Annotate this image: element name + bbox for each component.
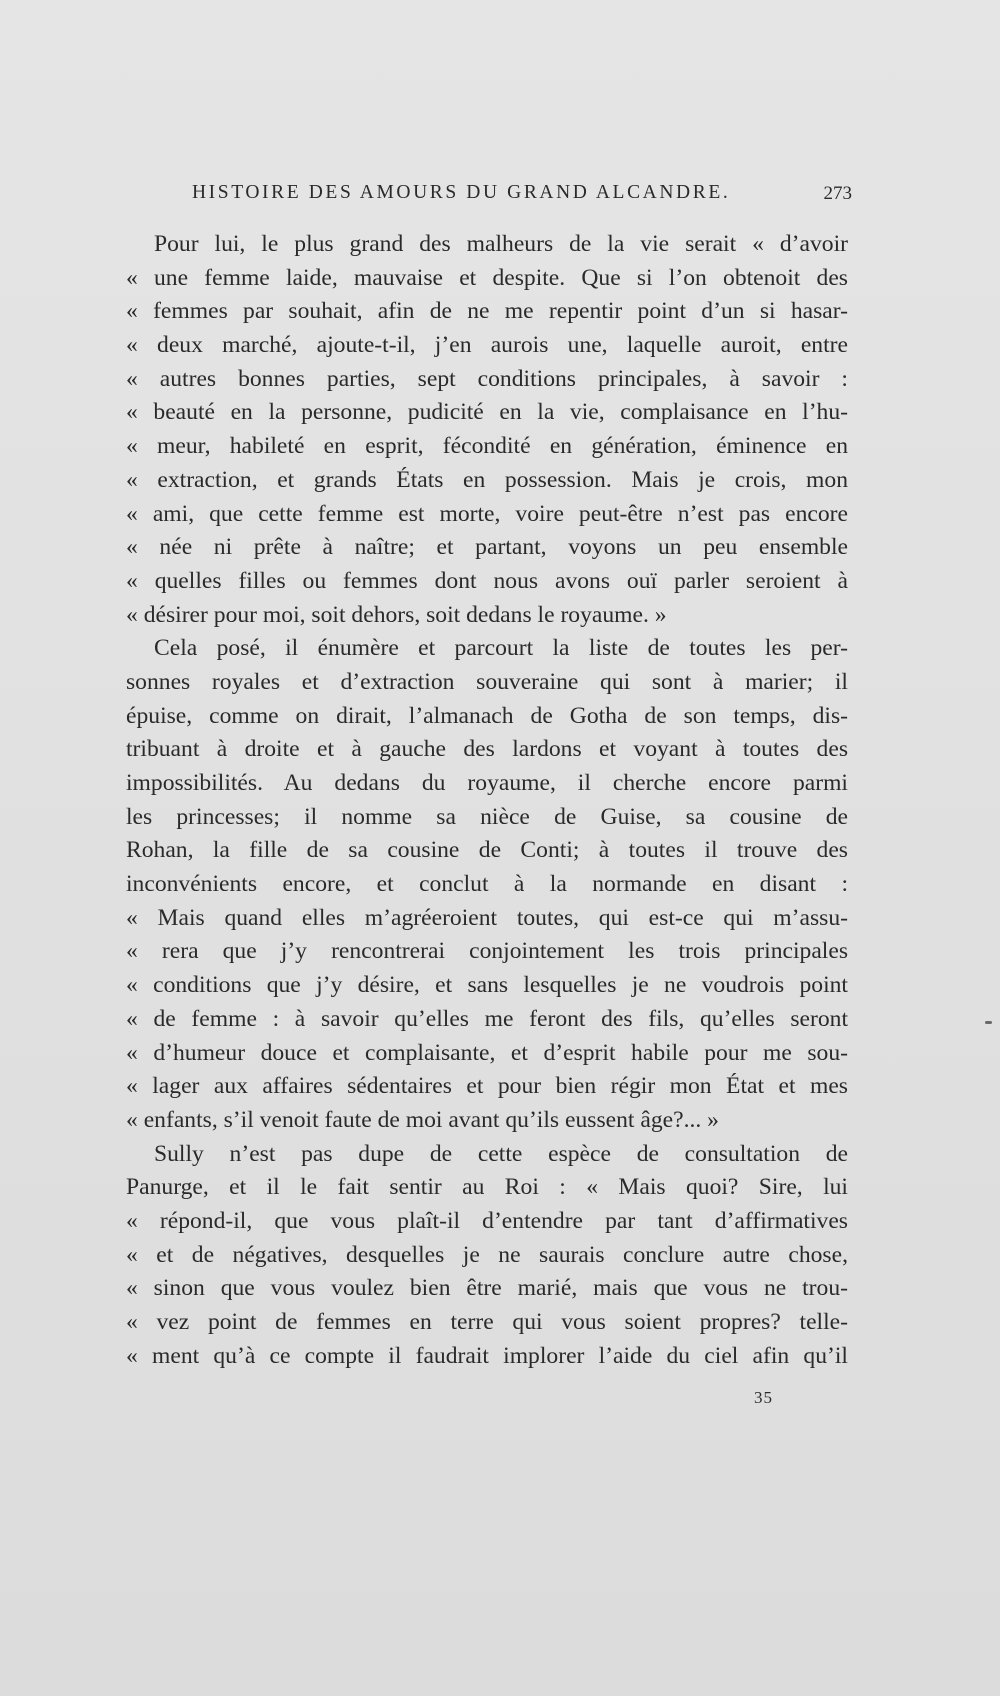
text-line: Panurge, et il le fait sentir au Roi : « Mais quoi? Sire, lui [126,1174,848,1201]
text-line: « lager aux affaires sédentaires et pour bien régir mon État et mes [126,1073,848,1100]
text-line: « beauté en la personne, pudicité en la vie, complaisance en l’hu- [126,399,848,426]
text-line: Sully n’est pas dupe de cette espèce de consultation de [154,1140,848,1167]
text-line: « vez point de femmes en terre qui vous soient propres? telle- [126,1309,848,1335]
text-line: « d’humeur douce et complaisante, et d’esprit habile pour me sou- [126,1039,848,1066]
text-line: « ami, que cette femme est morte, voire peut-être n’est pas encore [126,500,848,527]
text-line: épuise, comme on dirait, l’almanach de Gotha de son temps, dis- [126,702,848,729]
text-line: « rera que j’y rencontrerai conjointement les trois principales [126,938,848,965]
text-line: « désirer pour moi, soit dehors, soit dedans le royaume. » [126,601,667,628]
text-line: « autres bonnes parties, sept conditions principales, à savoir : [126,365,848,392]
text-line: « enfants, s’il venoit faute de moi avant qu’ils eussent âge?... » [126,1106,719,1133]
text-line: « meur, habileté en esprit, fécondité en génération, éminence en [126,433,848,460]
running-title: HISTOIRE DES AMOURS DU GRAND ALCANDRE. [192,182,731,203]
text-line: « extraction, et grands États en possession. Mais je crois, mon [126,466,848,493]
text-line: « Mais quand elles m’agréeroient toutes, qui est-ce qui m’assu- [126,904,848,931]
text-line: « une femme laide, mauvaise et despite. Que si l’on obtenoit des [126,264,848,291]
paper-speck [985,1021,992,1024]
page-header [192,182,852,212]
text-line: « répond-il, que vous plaît-il d’entendre par tant d’affirmatives [126,1207,848,1234]
text-line: tribuant à droite et à gauche des lardons et voyant à toutes des [126,736,848,763]
page-number: 273 [823,183,852,204]
text-line: les princesses; il nomme sa nièce de Guise, sa cousine de [126,803,848,830]
text-line: « ment qu’à ce compte il faudrait implorer l’aide du ciel afin qu’il [126,1342,848,1369]
text-line: Pour lui, le plus grand des malheurs de la vie serait « d’avoir [154,231,848,257]
text-line: inconvénients encore, et conclut à la normande en disant : [126,871,848,898]
text-line: « sinon que vous voulez bien être marié, mais que vous ne trou- [126,1275,848,1302]
text-line: « quelles filles ou femmes dont nous avons ouï parler seroient à [126,567,848,594]
text-line: « deux marché, ajoute-t-il, j’en aurois une, laquelle auroit, entre [126,332,848,359]
text-line: « de femme : à savoir qu’elles me feront des fils, qu’elles seront [126,1005,848,1032]
text-line: Cela posé, il énumère et parcourt la liste de toutes les per- [154,635,848,662]
printer-signature: 35 [754,1388,773,1407]
text-line: « et de négatives, desquelles je ne saurais conclure autre chose, [126,1241,848,1268]
text-line: « conditions que j’y désire, et sans lesquelles je ne voudrois point [126,972,848,999]
text-line: impossibilités. Au dedans du royaume, il cherche encore parmi [126,770,848,796]
text-line: « née ni prête à naître; et partant, voyons un peu ensemble [126,534,848,561]
text-line: « femmes par souhait, afin de ne me repentir point d’un si hasar- [126,298,848,325]
text-line: Rohan, la fille de sa cousine de Conti; à toutes il trouve des [126,837,848,864]
body-text [126,228,848,1373]
text-line: sonnes royales et d’extraction souveraine qui sont à marier; il [126,668,848,695]
